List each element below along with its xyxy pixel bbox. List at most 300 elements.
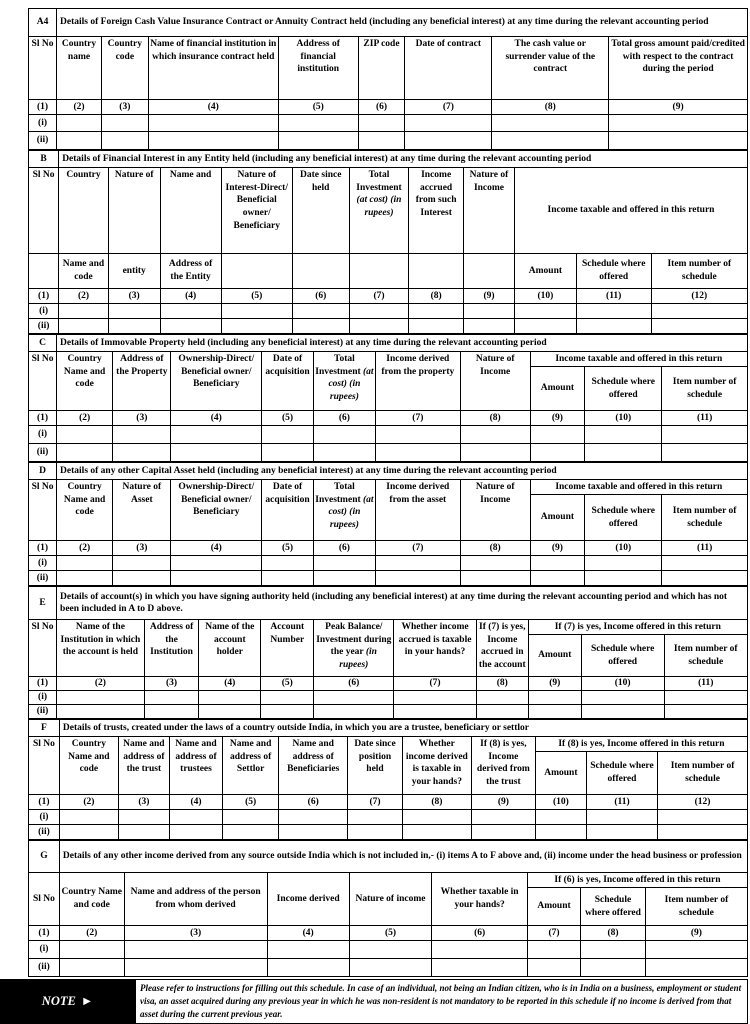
g-row-label: (i) xyxy=(29,941,60,959)
empty-cell xyxy=(581,959,646,977)
section-f-title: Details of trusts, created under the laws of a country outside India, in which you are a trustee, beneficiary or settlor xyxy=(59,720,747,737)
empty-cell xyxy=(349,941,432,959)
empty-cell xyxy=(267,941,349,959)
label: Total Investment xyxy=(315,482,364,505)
d-num: (7) xyxy=(375,541,460,556)
f-col-country: Country Name and code xyxy=(59,737,118,795)
empty-cell xyxy=(662,426,748,444)
d-num: (3) xyxy=(113,541,171,556)
empty-cell xyxy=(476,691,528,705)
b-num: (5) xyxy=(221,289,292,304)
empty-cell xyxy=(528,691,581,705)
empty-cell xyxy=(108,319,160,334)
b-col-sl: Sl No xyxy=(29,168,59,254)
empty-cell xyxy=(645,959,747,977)
d-col-acquisition-date: Date of acquisition xyxy=(262,480,314,541)
empty-cell xyxy=(262,556,314,571)
f-col-sl: Sl No xyxy=(29,737,60,795)
empty-cell xyxy=(262,571,314,586)
empty-cell xyxy=(57,115,102,132)
b-sub-amount: Amount xyxy=(515,254,577,289)
empty-cell xyxy=(113,444,171,462)
e-num: (4) xyxy=(199,677,261,691)
empty-cell xyxy=(348,825,403,840)
g-num: (3) xyxy=(124,926,267,941)
d-col-group-income-taxable: Income taxable and offered in this return xyxy=(530,480,747,495)
d-num: (5) xyxy=(262,541,314,556)
d-col-sl: Sl No xyxy=(29,480,57,541)
f-col-date-since: Date since position held xyxy=(348,737,403,795)
empty-cell xyxy=(148,115,278,132)
b-col-income-accrued: Income accrued from such Interest xyxy=(409,168,464,254)
f-num: (2) xyxy=(59,795,118,810)
e-row-label: (ii) xyxy=(29,705,57,719)
empty-cell xyxy=(535,810,586,825)
d-num: (9) xyxy=(530,541,585,556)
e-col-income-accrued: If (7) is yes, Income accrued in the account xyxy=(476,620,528,677)
empty-cell xyxy=(313,426,375,444)
e-col-account-holder: Name of the account holder xyxy=(199,620,261,677)
e-num: (11) xyxy=(664,677,747,691)
empty-cell xyxy=(57,705,145,719)
b-col-name-and: Name and xyxy=(160,168,221,254)
c-row-label: (ii) xyxy=(29,444,57,462)
b-sub-item: Item number of schedule xyxy=(651,254,747,289)
a4-col-zip: ZIP code xyxy=(358,37,405,100)
g-col-person: Name and address of the person from whom derived xyxy=(124,873,267,926)
b-col-nature-of: Nature of xyxy=(108,168,160,254)
empty-cell xyxy=(409,304,464,319)
c-num: (9) xyxy=(530,411,585,426)
empty-cell xyxy=(113,571,171,586)
c-sub-schedule: Schedule where offered xyxy=(585,367,662,411)
empty-cell xyxy=(585,444,662,462)
a4-col-cash-value: The cash value or surrender value of the contract xyxy=(492,37,609,100)
d-col-ownership: Ownership-Direct/ Beneficial owner/ Beneficiary xyxy=(171,480,262,541)
empty-cell xyxy=(59,825,118,840)
g-sub-amount: Amount xyxy=(527,888,580,926)
d-num: (11) xyxy=(662,541,748,556)
a4-num: (2) xyxy=(57,100,102,115)
empty-cell xyxy=(651,304,747,319)
empty-cell xyxy=(375,556,460,571)
label-italic: (at cost) (in rupees) xyxy=(356,195,402,218)
c-sub-item: Item number of schedule xyxy=(662,367,748,411)
empty-cell xyxy=(460,571,530,586)
a4-num: (5) xyxy=(278,100,358,115)
f-num: (1) xyxy=(29,795,60,810)
b-sub-empty xyxy=(409,254,464,289)
empty-cell xyxy=(576,304,651,319)
e-col-whether-taxable: Whether income accrued is taxable in your hands? xyxy=(394,620,477,677)
empty-cell xyxy=(124,941,267,959)
empty-cell xyxy=(292,304,349,319)
empty-cell xyxy=(463,304,514,319)
empty-cell xyxy=(118,810,169,825)
f-num: (9) xyxy=(471,795,535,810)
b-sub-schedule: Schedule where offered xyxy=(576,254,651,289)
f-num: (5) xyxy=(223,795,279,810)
empty-cell xyxy=(171,426,262,444)
f-col-beneficiaries: Name and address of Beneficiaries xyxy=(279,737,348,795)
empty-cell xyxy=(349,959,432,977)
d-num: (10) xyxy=(585,541,662,556)
b-col-total-investment xyxy=(349,168,409,254)
g-sub-item: Item number of schedule xyxy=(645,888,747,926)
c-num: (3) xyxy=(113,411,171,426)
empty-cell xyxy=(463,319,514,334)
section-a4-table xyxy=(28,8,748,150)
e-num: (7) xyxy=(394,677,477,691)
f-sub-schedule: Schedule where offered xyxy=(586,752,657,795)
empty-cell xyxy=(492,132,609,150)
d-num: (4) xyxy=(171,541,262,556)
e-num: (9) xyxy=(528,677,581,691)
empty-cell xyxy=(492,115,609,132)
f-col-settlor: Name and address of Settlor xyxy=(223,737,279,795)
empty-cell xyxy=(527,959,580,977)
empty-cell xyxy=(314,705,394,719)
empty-cell xyxy=(375,571,460,586)
section-f-letter: F xyxy=(29,720,60,737)
section-e-title: Details of account(s) in which you have signing authority held (including any beneficial interest) at any time during the relevant accounting period and which has not been included in A to D above. xyxy=(57,587,748,620)
d-col-nature-of-income: Nature of Income xyxy=(460,480,530,541)
empty-cell xyxy=(645,941,747,959)
g-num: (7) xyxy=(527,926,580,941)
empty-cell xyxy=(651,319,747,334)
f-num: (6) xyxy=(279,795,348,810)
empty-cell xyxy=(313,444,375,462)
empty-cell xyxy=(405,132,492,150)
empty-cell xyxy=(160,319,221,334)
empty-cell xyxy=(375,444,460,462)
empty-cell xyxy=(515,319,577,334)
label: Total Investment xyxy=(315,354,364,377)
empty-cell xyxy=(57,426,113,444)
empty-cell xyxy=(460,556,530,571)
d-col-income-derived: Income derived from the asset xyxy=(375,480,460,541)
g-col-sl: Sl No xyxy=(29,873,60,926)
b-num: (2) xyxy=(59,289,109,304)
empty-cell xyxy=(199,705,261,719)
a4-num: (9) xyxy=(609,100,748,115)
empty-cell xyxy=(349,304,409,319)
empty-cell xyxy=(515,304,577,319)
f-num: (8) xyxy=(402,795,471,810)
section-d-letter: D xyxy=(29,463,57,480)
f-col-trustees: Name and address of trustees xyxy=(169,737,222,795)
empty-cell xyxy=(581,691,664,705)
f-num: (3) xyxy=(118,795,169,810)
empty-cell xyxy=(57,132,102,150)
empty-cell xyxy=(530,571,585,586)
empty-cell xyxy=(278,115,358,132)
d-num: (6) xyxy=(313,541,375,556)
empty-cell xyxy=(476,705,528,719)
empty-cell xyxy=(221,319,292,334)
a4-num: (6) xyxy=(358,100,405,115)
label-italic: (in rupees) xyxy=(339,647,377,670)
empty-cell xyxy=(313,571,375,586)
empty-cell xyxy=(409,319,464,334)
section-c-table xyxy=(28,334,748,462)
b-num: (3) xyxy=(108,289,160,304)
empty-cell xyxy=(223,810,279,825)
empty-cell xyxy=(586,810,657,825)
b-sub-empty xyxy=(29,254,59,289)
d-col-total-investment xyxy=(313,480,375,541)
e-num: (2) xyxy=(57,677,145,691)
f-row-label: (i) xyxy=(29,810,60,825)
empty-cell xyxy=(471,825,535,840)
empty-cell xyxy=(662,444,748,462)
empty-cell xyxy=(402,810,471,825)
empty-cell xyxy=(59,304,109,319)
b-sub-entity: entity xyxy=(108,254,160,289)
b-num: (4) xyxy=(160,289,221,304)
section-g-letter: G xyxy=(29,841,60,873)
g-num: (9) xyxy=(645,926,747,941)
f-col-whether-taxable: Whether income derived is taxable in your hands? xyxy=(402,737,471,795)
g-col-whether-taxable: Whether taxable in your hands? xyxy=(432,873,528,926)
b-col-country: Country xyxy=(59,168,109,254)
b-col-nature-of-interest: Nature of Interest-Direct/ Beneficial owner/ Beneficiary xyxy=(221,168,292,254)
empty-cell xyxy=(118,825,169,840)
g-col-country: Country Name and code xyxy=(59,873,124,926)
c-row-label: (i) xyxy=(29,426,57,444)
empty-cell xyxy=(292,319,349,334)
empty-cell xyxy=(113,426,171,444)
empty-cell xyxy=(460,444,530,462)
empty-cell xyxy=(358,132,405,150)
label-italic: (at cost) (in rupees) xyxy=(328,366,374,402)
label: Total Investment xyxy=(356,170,402,193)
empty-cell xyxy=(581,941,646,959)
empty-cell xyxy=(124,959,267,977)
empty-cell xyxy=(171,571,262,586)
b-num: (11) xyxy=(576,289,651,304)
g-col-income-derived: Income derived xyxy=(267,873,349,926)
label: Peak Balance/ Investment during the year xyxy=(316,622,392,658)
empty-cell xyxy=(279,810,348,825)
empty-cell xyxy=(528,705,581,719)
b-num: (10) xyxy=(515,289,577,304)
empty-cell xyxy=(144,705,199,719)
c-num: (7) xyxy=(375,411,460,426)
c-col-income-derived: Income derived from the property xyxy=(375,352,460,411)
section-d-title: Details of any other Capital Asset held (including any beneficial interest) at any time during the relevant accounting period xyxy=(57,463,748,480)
empty-cell xyxy=(261,705,314,719)
g-num: (5) xyxy=(349,926,432,941)
empty-cell xyxy=(221,304,292,319)
note-row xyxy=(0,979,748,1024)
b-num: (6) xyxy=(292,289,349,304)
b-num: (12) xyxy=(651,289,747,304)
empty-cell xyxy=(57,691,145,705)
empty-cell xyxy=(113,556,171,571)
empty-cell xyxy=(171,556,262,571)
section-b-letter: B xyxy=(29,151,59,168)
b-num: (9) xyxy=(463,289,514,304)
e-row-label: (i) xyxy=(29,691,57,705)
f-col-group-income-offered: If (8) is yes, Income offered in this return xyxy=(535,737,747,752)
section-g-table xyxy=(28,840,748,977)
g-num: (8) xyxy=(581,926,646,941)
c-num: (11) xyxy=(662,411,748,426)
b-num: (7) xyxy=(349,289,409,304)
f-col-income-derived: If (8) is yes, Income derived from the trust xyxy=(471,737,535,795)
empty-cell xyxy=(432,959,528,977)
d-sub-schedule: Schedule where offered xyxy=(585,495,662,541)
empty-cell xyxy=(148,132,278,150)
section-b-table xyxy=(28,150,748,334)
empty-cell xyxy=(101,115,148,132)
d-num: (1) xyxy=(29,541,57,556)
e-col-group-income-offered: If (7) is yes, Income offered in this return xyxy=(528,620,747,635)
empty-cell xyxy=(471,810,535,825)
d-col-nature-of-asset: Nature of Asset xyxy=(113,480,171,541)
e-num: (5) xyxy=(261,677,314,691)
d-row-label: (ii) xyxy=(29,571,57,586)
a4-row-label: (i) xyxy=(29,115,57,132)
c-col-total-investment xyxy=(313,352,375,411)
empty-cell xyxy=(585,571,662,586)
empty-cell xyxy=(662,556,748,571)
b-row-label: (ii) xyxy=(29,319,59,334)
g-col-group-income-offered: If (6) is yes, Income offered in this return xyxy=(527,873,747,888)
e-num: (10) xyxy=(581,677,664,691)
g-num: (1) xyxy=(29,926,60,941)
a4-col-sl: Sl No xyxy=(29,37,57,100)
a4-num: (1) xyxy=(29,100,57,115)
empty-cell xyxy=(199,691,261,705)
f-col-trust: Name and address of the trust xyxy=(118,737,169,795)
empty-cell xyxy=(662,571,748,586)
empty-cell xyxy=(267,959,349,977)
g-sub-schedule: Schedule where offered xyxy=(581,888,646,926)
d-sub-item: Item number of schedule xyxy=(662,495,748,541)
b-row-label: (i) xyxy=(29,304,59,319)
c-sub-amount: Amount xyxy=(530,367,585,411)
g-col-nature-of-income: Nature of income xyxy=(349,873,432,926)
section-b-title: Details of Financial Interest in any Entity held (including any beneficial interest) at any time during the relevant accounting period xyxy=(59,151,748,168)
empty-cell xyxy=(394,691,477,705)
e-num: (6) xyxy=(314,677,394,691)
a4-row-label: (ii) xyxy=(29,132,57,150)
empty-cell xyxy=(108,304,160,319)
c-num: (6) xyxy=(313,411,375,426)
empty-cell xyxy=(530,426,585,444)
empty-cell xyxy=(144,691,199,705)
b-num: (1) xyxy=(29,289,59,304)
a4-col-country-code: Country code xyxy=(101,37,148,100)
f-sub-amount: Amount xyxy=(535,752,586,795)
f-num: (11) xyxy=(586,795,657,810)
b-col-group-income-taxable: Income taxable and offered in this return xyxy=(515,168,748,254)
g-num: (2) xyxy=(59,926,124,941)
c-col-property-address: Address of the Property xyxy=(113,352,171,411)
note-arrow-icon: ► xyxy=(80,994,94,1009)
f-num: (10) xyxy=(535,795,586,810)
empty-cell xyxy=(432,941,528,959)
b-sub-empty xyxy=(292,254,349,289)
empty-cell xyxy=(223,825,279,840)
empty-cell xyxy=(59,319,109,334)
empty-cell xyxy=(160,304,221,319)
a4-num: (8) xyxy=(492,100,609,115)
empty-cell xyxy=(585,426,662,444)
empty-cell xyxy=(313,556,375,571)
empty-cell xyxy=(402,825,471,840)
e-sub-amount: Amount xyxy=(528,635,581,677)
a4-num: (4) xyxy=(148,100,278,115)
b-sub-empty xyxy=(463,254,514,289)
empty-cell xyxy=(358,115,405,132)
empty-cell xyxy=(262,426,314,444)
empty-cell xyxy=(348,810,403,825)
section-g-title: Details of any other income derived from any source outside India which is not included in,- (i) items A to F above and, (ii) income under the head business or profession xyxy=(59,841,747,873)
c-col-group-income-taxable: Income taxable and offered in this return xyxy=(530,352,747,367)
empty-cell xyxy=(101,132,148,150)
empty-cell xyxy=(585,556,662,571)
c-num: (5) xyxy=(262,411,314,426)
e-num: (1) xyxy=(29,677,57,691)
c-num: (2) xyxy=(57,411,113,426)
c-num: (8) xyxy=(460,411,530,426)
e-num: (8) xyxy=(476,677,528,691)
empty-cell xyxy=(278,132,358,150)
empty-cell xyxy=(530,556,585,571)
section-c-letter: C xyxy=(29,335,57,352)
d-num: (8) xyxy=(460,541,530,556)
empty-cell xyxy=(169,810,222,825)
b-col-date-since-held: Date since held xyxy=(292,168,349,254)
empty-cell xyxy=(535,825,586,840)
f-num: (12) xyxy=(658,795,748,810)
empty-cell xyxy=(57,556,113,571)
e-sub-schedule: Schedule where offered xyxy=(581,635,664,677)
c-col-sl: Sl No xyxy=(29,352,57,411)
a4-col-institution-address: Address of financial institution xyxy=(278,37,358,100)
empty-cell xyxy=(658,810,748,825)
c-col-country: Country Name and code xyxy=(57,352,113,411)
empty-cell xyxy=(314,691,394,705)
empty-cell xyxy=(586,825,657,840)
empty-cell xyxy=(59,810,118,825)
a4-num: (3) xyxy=(101,100,148,115)
c-num: (1) xyxy=(29,411,57,426)
section-c-title: Details of Immovable Property held (including any beneficial interest) at any time during the relevant accounting period xyxy=(57,335,748,352)
e-col-institution-name: Name of the Institution in which the account is held xyxy=(57,620,145,677)
b-sub-empty xyxy=(349,254,409,289)
a4-col-institution-name: Name of financial institution in which insurance contract held xyxy=(148,37,278,100)
e-sub-item: Item number of schedule xyxy=(664,635,747,677)
empty-cell xyxy=(59,941,124,959)
empty-cell xyxy=(405,115,492,132)
f-num: (4) xyxy=(169,795,222,810)
d-col-country: Country Name and code xyxy=(57,480,113,541)
b-num: (8) xyxy=(409,289,464,304)
empty-cell xyxy=(59,959,124,977)
c-num: (4) xyxy=(171,411,262,426)
empty-cell xyxy=(527,941,580,959)
g-num: (4) xyxy=(267,926,349,941)
e-col-peak-balance xyxy=(314,620,394,677)
section-d-table xyxy=(28,462,748,586)
empty-cell xyxy=(609,132,748,150)
empty-cell xyxy=(609,115,748,132)
e-col-institution-address: Address of the Institution xyxy=(144,620,199,677)
